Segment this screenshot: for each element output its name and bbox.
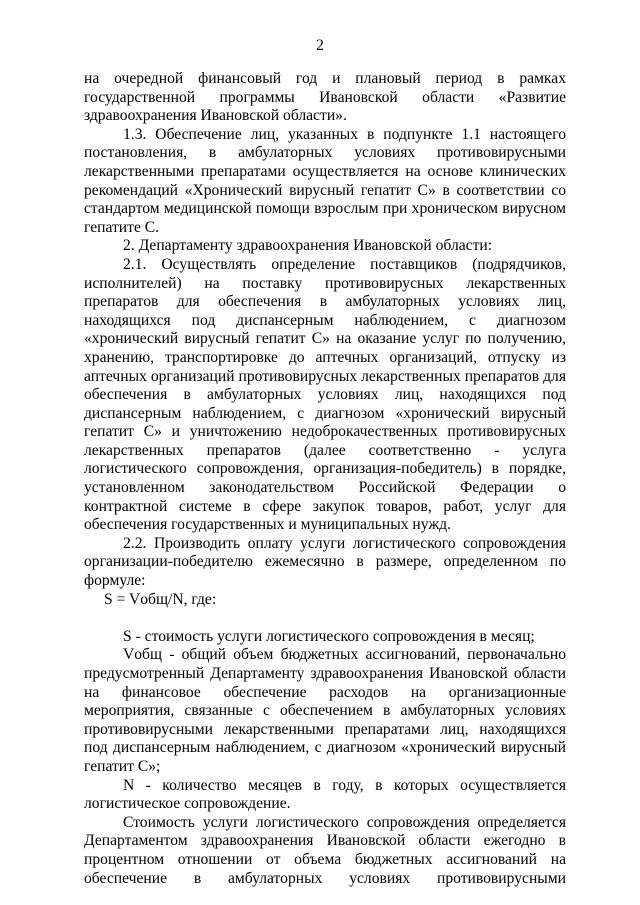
paragraph-2-1: 2.1. Осуществлять определение поставщиков (подрядчиков, исполнителей) на поставку противовирусных лекарственных препаратов для обеспечения в амбулаторных условиях лиц, находящихся под диспансерным наблюдением, с диагнозом «хронический вирусный гепатит С» на оказание услуг по получению, хранению, транспортировке до аптечных организаций, отпуску из аптечных организаций противовирусных лекарственных препаратов для обеспечения в амбулаторных условиях лиц, находящихся под диспансерным наблюдением, с диагнозом «хронический вирусный гепатит С» и уничтожению недоброкачественных противовирусных лекарственных препаратов (далее соответственно - услуга логистического сопровождения, организация-победитель) в порядке, установленном законодательством Российской Федерации о контрактной системе в сфере закупок товаров, работ, услуг для обеспечения государственных и муниципальных нужд. — [84, 255, 566, 534]
paragraph-1-3: 1.3. Обеспечение лиц, указанных в подпункте 1.1 настоящего постановления, в амбулаторных условиях противовирусными лекарственными препаратами осуществляется на основе клинических рекомендаций «Хронический вирусный гепатит С» в соответствии со стандартом медицинской помощи взрослым при хроническом вирусном гепатите С. — [84, 125, 566, 236]
paragraph-cost: Стоимость услуги логистического сопровождения определяется Департаментом здравоохранения Ивановской области ежегодно в процентном отношении от объема бюджетных ассигнований на обеспечение в амбулаторных условиях противовирусными — [84, 813, 566, 887]
definition-vobsch: Vобщ - общий объем бюджетных ассигнований, первоначально предусмотренный Департаменту здравоохранения Ивановской области на финансовое обеспечение расходов на организационные мероприятия, связанные с обеспечением в амбулаторных условиях противовирусными лекарственными препаратами лиц, находящихся под диспансерным наблюдением, с диагнозом «хронический вирусный гепатит С»; — [84, 646, 566, 775]
paragraph-2: 2. Департаменту здравоохранения Ивановской области: — [123, 237, 493, 255]
document-body — [84, 70, 566, 888]
formula: S = Vобщ/N, где: — [104, 590, 217, 608]
paragraph-continuation: на очередной финансовый год и плановый период в рамках государственной программы Ивановской области «Развитие здравоохранения Ивановской области». — [84, 70, 566, 125]
definition-s: S - стоимость услуги логистического сопровождения в месяц; — [123, 627, 535, 645]
definition-n: N - количество месяцев в году, в которых осуществляется логистическое сопровождение. — [84, 776, 566, 813]
page-number: 2 — [316, 37, 324, 54]
paragraph-2-2: 2.2. Производить оплату услуги логистического сопровождения организации-победителю ежемесячно в размере, определенном по формуле: — [84, 534, 566, 590]
blank-line — [84, 609, 566, 628]
